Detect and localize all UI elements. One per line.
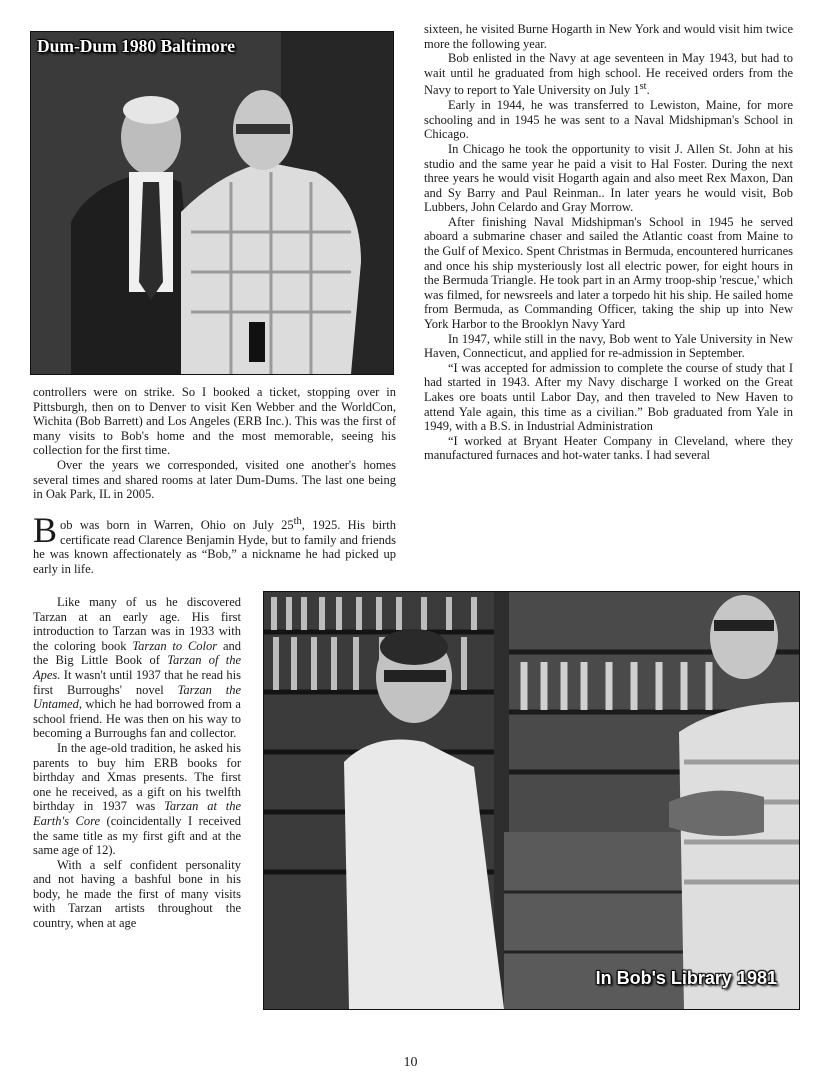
paragraph: “I worked at Bryant Heater Company in Cleveland, where they manufactured furnaces and hot-water tanks. I had several	[424, 433, 793, 463]
paragraph: “I was accepted for admission to complete the course of study that I had started in 1943. After my Navy discharge I worked on the Great Lakes ore boats until Labor Day, and then traveled to New Haven to attend Yale again, this time as a civilian.” Bob graduated from Yale in 1949, with a B.S. in Industrial Administration	[424, 360, 793, 434]
photo-figures	[31, 32, 393, 374]
paragraph: Over the years we corresponded, visited one another's homes several times and shared rooms at later Dum-Dums. The last one being in Oak Park, IL in 2005.	[33, 457, 396, 502]
paragraph: Bob enlisted in the Navy at age seventeen in May 1943, but had to wait until he graduated from high school. He received orders from the Navy to report to Yale University on July 1st.	[424, 51, 793, 98]
paragraph: sixteen, he visited Burne Hogarth in New York and would visit him twice more the following year.	[424, 22, 793, 51]
paragraph: Early in 1944, he was transferred to Lewiston, Maine, for more schooling and in 1945 he was sent to a Naval Midshipman's School in Chicago.	[424, 98, 793, 142]
photo-library-scene	[264, 592, 799, 1009]
paragraph: In Chicago he took the opportunity to visit J. Allen St. John at his studio and the same year he paid a visit to Hal Foster. During the next three years he would visit Hogarth again and also meet Rex Maxon, Dan and Sy Barry and Paul Reinman.. In later years he would visit, Bob Lubbers, John Celardo and Gray Morrow.	[424, 141, 793, 215]
paragraph: controllers were on strike. So I booked a ticket, stopping over in Pittsburgh, then on to Denver to visit Ken Webber and the WorldCon, Wichita (Bob Barrett) and Los Angeles (ERB Inc.). This was the first of many visits to Bob's home and the most memorable, seeing his collection for the first time.	[33, 385, 396, 458]
left-column-narrow-text	[33, 595, 241, 931]
photo-bobs-library-1981	[263, 591, 800, 1010]
photo-caption-bottom: In Bob's Library 1981	[595, 968, 777, 988]
photo-dum-dum-1980	[30, 31, 394, 375]
left-column-upper-text	[33, 385, 396, 576]
bio-paragraph: Bob was born in Warren, Ohio on July 25th, 1925. His birth certificate read Clarence Benjamin Hyde, but to family and friends he was known affectionately as “Bob,” a nickname he had picked up early in life.	[33, 509, 396, 576]
paragraph: After finishing Naval Midshipman's School in 1945 he served aboard a submarine chaser and sailed the Atlantic coast from Maine to the Gulf of Mexico. Spent Christmas in Bermuda, encountered hurricanes and once his ship mysteriously lost all electric power, for eight hours in the Bermuda Triangle. He took part in an Army troop-ship 'rescue,' which was filmed, for newsreels and later a torpedo hit his ship. He sailed home from Bermuda, as Commanding Officer, taking the ship up into New York Harbor to the Brooklyn Navy Yard	[424, 214, 794, 332]
paragraph: Like many of us he discovered Tarzan at an early age. His first introduction to Tarzan was in 1933 with the coloring book Tarzan to Color and the Big Little Book of Tarzan of the Apes. It wasn't until 1937 that he read his first Burroughs' novel Tarzan the Untamed, which he had borrowed from a school friend. He was then on his way to becoming a Burroughs fan and collector.	[33, 595, 241, 741]
drop-cap: B	[33, 509, 58, 550]
page-number: 10	[403, 1055, 418, 1070]
paragraph: In the age-old tradition, he asked his parents to buy him ERB books for birthday and Xmas presents. The first one he received, as a gift on his twelfth birthday in 1937 was Tarzan at the Earth's Core (coincidentally I received the same title as my first gift and at the same age of 12).	[33, 740, 242, 858]
paragraph: In 1947, while still in the navy, Bob went to Yale University in New Haven, Connecticut, and applied for re-admission in September.	[424, 331, 793, 361]
right-column-text	[424, 22, 793, 463]
photo-caption-top: Dum-Dum 1980 Baltimore	[37, 36, 235, 56]
paragraph: With a self confident personality and not having a bashful bone in his body, he made the first of many visits with Tarzan artists throughout the country, when at age	[33, 857, 241, 931]
